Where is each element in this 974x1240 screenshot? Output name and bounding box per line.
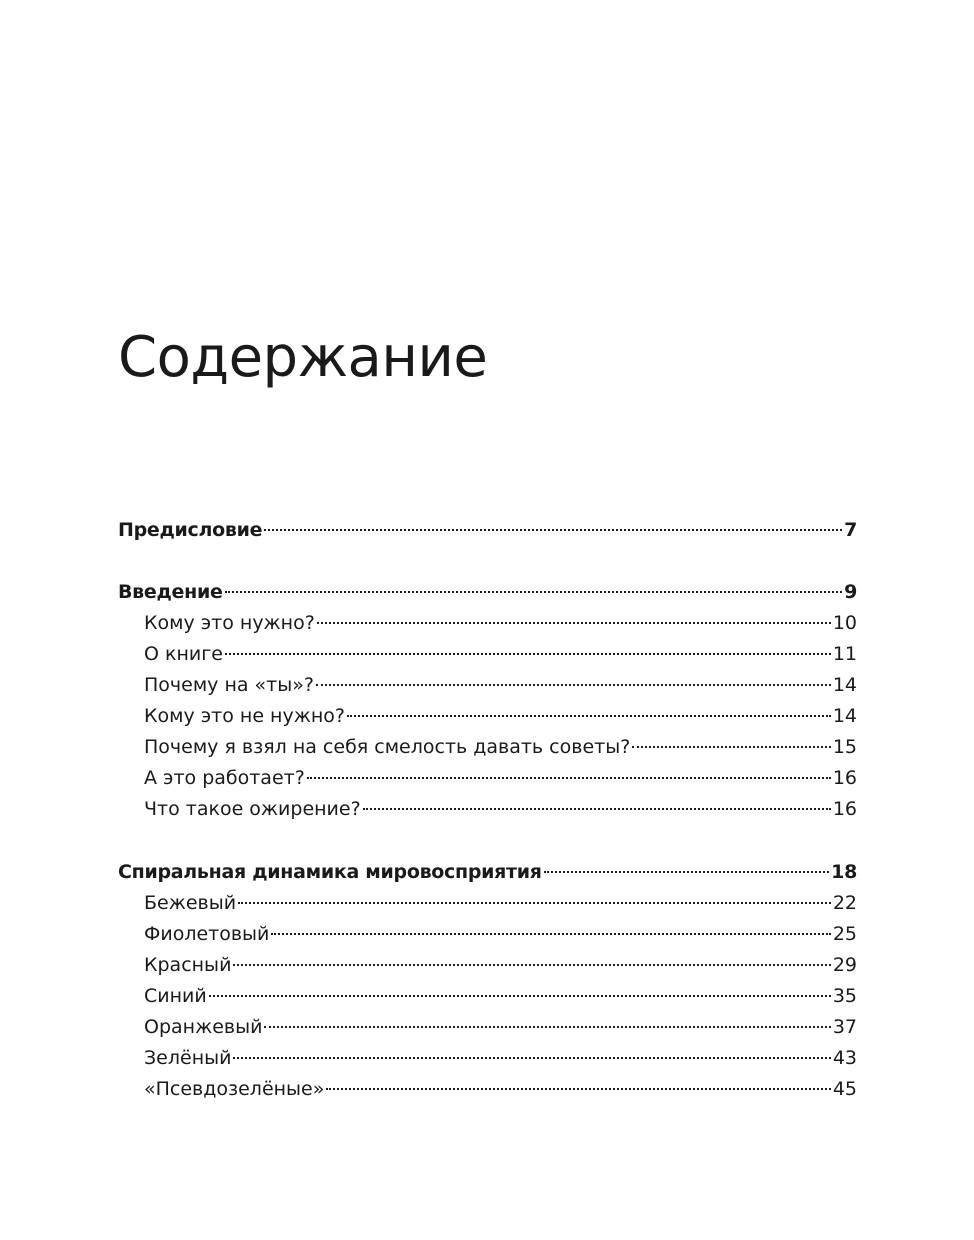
toc-subentry[interactable] [144, 981, 857, 1012]
toc-entry-label: Введение [118, 581, 223, 603]
toc-entry-label: Синий [144, 985, 207, 1007]
dot-leader [544, 871, 829, 873]
toc-entry-label: Что такое ожирение? [144, 798, 361, 820]
toc-entry-page: 25 [832, 923, 857, 945]
toc-entry-page: 14 [832, 674, 857, 696]
toc-entry-spiral-dynamics[interactable] [118, 857, 857, 888]
toc-entry-label: О книге [144, 643, 223, 665]
toc-subentry[interactable] [144, 639, 857, 670]
toc-entry-label: Спиральная динамика мировосприятия [118, 861, 542, 883]
toc-entry-page: 29 [832, 954, 857, 976]
dot-leader [363, 808, 831, 810]
dot-leader [225, 591, 843, 593]
toc-subentry[interactable] [144, 701, 857, 732]
toc-subentry[interactable] [144, 888, 857, 919]
toc-entry-label: Красный [144, 954, 232, 976]
dot-leader [347, 715, 831, 717]
toc-entry-page: 45 [832, 1078, 857, 1100]
toc-entry-page: 16 [832, 798, 857, 820]
toc-subentry[interactable] [144, 608, 857, 639]
page-title: Содержание [118, 325, 488, 390]
toc-entry-page: 10 [832, 612, 857, 634]
toc-entry-label: Фиолетовый [144, 923, 270, 945]
dot-leader [271, 933, 830, 935]
dot-leader [316, 684, 831, 686]
toc-entry-label: Кому это нужно? [144, 612, 315, 634]
toc-entry-page: 37 [832, 1016, 857, 1038]
toc-subentry[interactable] [144, 919, 857, 950]
toc-subentry[interactable] [144, 1012, 857, 1043]
dot-leader [264, 1026, 830, 1028]
toc-entry-label: А это работает? [144, 767, 305, 789]
toc-subentry[interactable] [144, 1074, 857, 1105]
toc-entry-label: «Псевдозелёные» [144, 1078, 325, 1100]
toc-entry-label: Зелёный [144, 1047, 232, 1069]
toc-subentry[interactable] [144, 1043, 857, 1074]
dot-leader [307, 777, 831, 779]
dot-leader [209, 995, 831, 997]
dot-leader [632, 746, 831, 748]
dot-leader [238, 902, 831, 904]
toc-entry-foreword[interactable] [118, 515, 857, 546]
toc-entry-page: 43 [832, 1047, 857, 1069]
dot-leader [317, 622, 831, 624]
dot-leader [225, 653, 831, 655]
toc-entry-page: 15 [832, 736, 857, 758]
toc-entry-page: 9 [844, 581, 857, 603]
toc-entry-page: 14 [832, 705, 857, 727]
toc-subentry[interactable] [144, 794, 857, 825]
toc-subentry[interactable] [144, 950, 857, 981]
toc-entry-page: 11 [832, 643, 857, 665]
toc-subentry[interactable] [144, 732, 857, 763]
toc-entry-label: Почему я взял на себя смелость давать советы? [144, 736, 631, 758]
toc-entry-label: Предисловие [118, 519, 263, 541]
toc-entry-page: 7 [844, 519, 857, 541]
dot-leader [326, 1088, 830, 1090]
toc-entry-label: Почему на «ты»? [144, 674, 314, 696]
dot-leader [264, 529, 842, 531]
toc-entry-label: Кому это не нужно? [144, 705, 345, 727]
toc-entry-page: 35 [832, 985, 857, 1007]
toc-entry-page: 18 [831, 861, 857, 883]
toc-entry-page: 16 [832, 767, 857, 789]
toc-entry-introduction[interactable] [118, 577, 857, 608]
dot-leader [233, 1057, 830, 1059]
toc-entry-page: 22 [832, 892, 857, 914]
toc-subentry[interactable] [144, 763, 857, 794]
toc-entry-label: Бежевый [144, 892, 237, 914]
toc-entry-label: Оранжевый [144, 1016, 263, 1038]
toc-subentry[interactable] [144, 670, 857, 701]
dot-leader [233, 964, 830, 966]
